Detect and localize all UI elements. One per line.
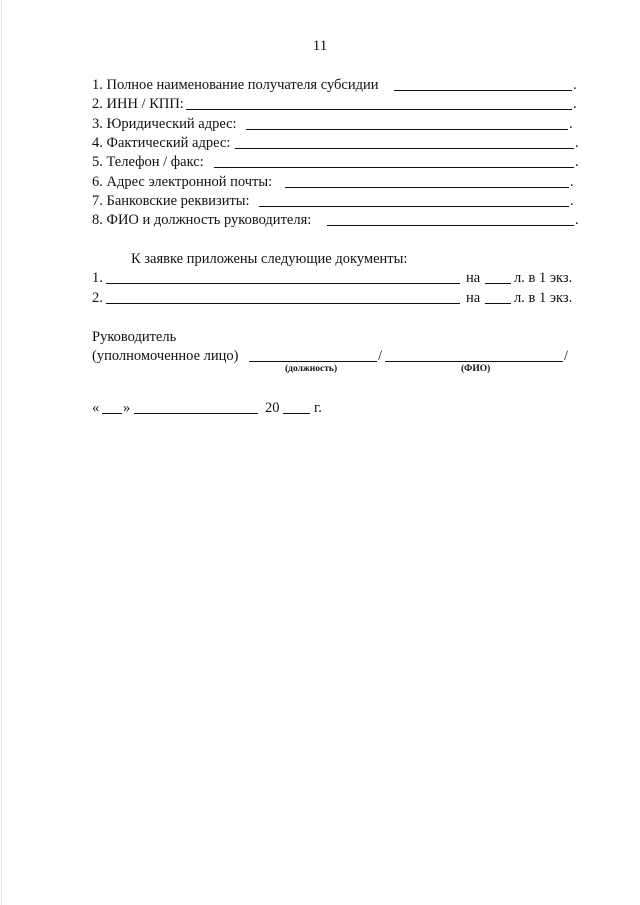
field-label-email: 6. Адрес электронной почты: [92,174,273,190]
field-label-inn-kpp: 2. ИНН / КПП: [92,96,184,112]
signature-position-blank[interactable] [249,361,377,362]
field-end-legal-address: . [569,116,573,132]
attachment-na-2: на [466,290,481,306]
field-label-director: 8. ФИО и должность руководителя: [92,212,312,228]
field-blank-actual-address[interactable] [235,148,574,149]
date-year-blank[interactable] [283,413,310,414]
attachment-num-1: 1. [92,270,103,286]
field-end-full-name: . [573,77,577,93]
field-end-phone-fax: . [575,154,579,170]
date-year-suffix: г. [314,400,322,416]
date-day-blank[interactable] [102,413,122,414]
attachment-pages-blank-1[interactable] [485,283,511,284]
attachment-num-2: 2. [92,290,103,306]
field-label-legal-address: 3. Юридический адрес: [92,116,237,132]
field-label-full-name: 1. Полное наименование получателя субсидии [92,77,379,93]
date-year-prefix: 20 [265,400,280,416]
attachment-pages-blank-2[interactable] [485,303,511,304]
field-blank-director[interactable] [327,225,574,226]
attachment-tail-1: л. в 1 экз. [514,270,573,286]
scan-edge [1,0,2,905]
field-end-inn-kpp: . [573,96,577,112]
signature-name-blank[interactable] [385,361,563,362]
field-blank-full-name[interactable] [394,90,572,91]
field-end-email: . [570,174,574,190]
field-label-bank-details: 7. Банковские реквизиты: [92,193,250,209]
caption-name: (ФИО) [461,364,491,374]
date-month-blank[interactable] [134,413,258,414]
field-blank-email[interactable] [285,187,569,188]
attachments-heading: К заявке приложены следующие документы: [131,251,408,267]
attachment-tail-2: л. в 1 экз. [514,290,573,306]
field-label-phone-fax: 5. Телефон / факс: [92,154,204,170]
field-blank-bank-details[interactable] [259,206,569,207]
signature-subtitle: (уполномоченное лицо) [92,348,239,364]
attachment-blank-2[interactable] [106,303,460,304]
date-open-quote: « [92,400,100,416]
caption-position: (должность) [285,364,338,374]
attachment-blank-1[interactable] [106,283,460,284]
field-end-bank-details: . [570,193,574,209]
signature-slash-2: / [564,348,569,364]
field-blank-inn-kpp[interactable] [186,109,572,110]
date-close-quote: » [123,400,131,416]
field-end-actual-address: . [575,135,579,151]
signature-title: Руководитель [92,329,177,345]
field-end-director: . [575,212,579,228]
page-number: 11 [312,38,328,54]
attachment-na-1: на [466,270,481,286]
field-label-actual-address: 4. Фактический адрес: [92,135,231,151]
signature-slash-1: / [378,348,383,364]
field-blank-legal-address[interactable] [246,129,568,130]
field-blank-phone-fax[interactable] [214,167,574,168]
